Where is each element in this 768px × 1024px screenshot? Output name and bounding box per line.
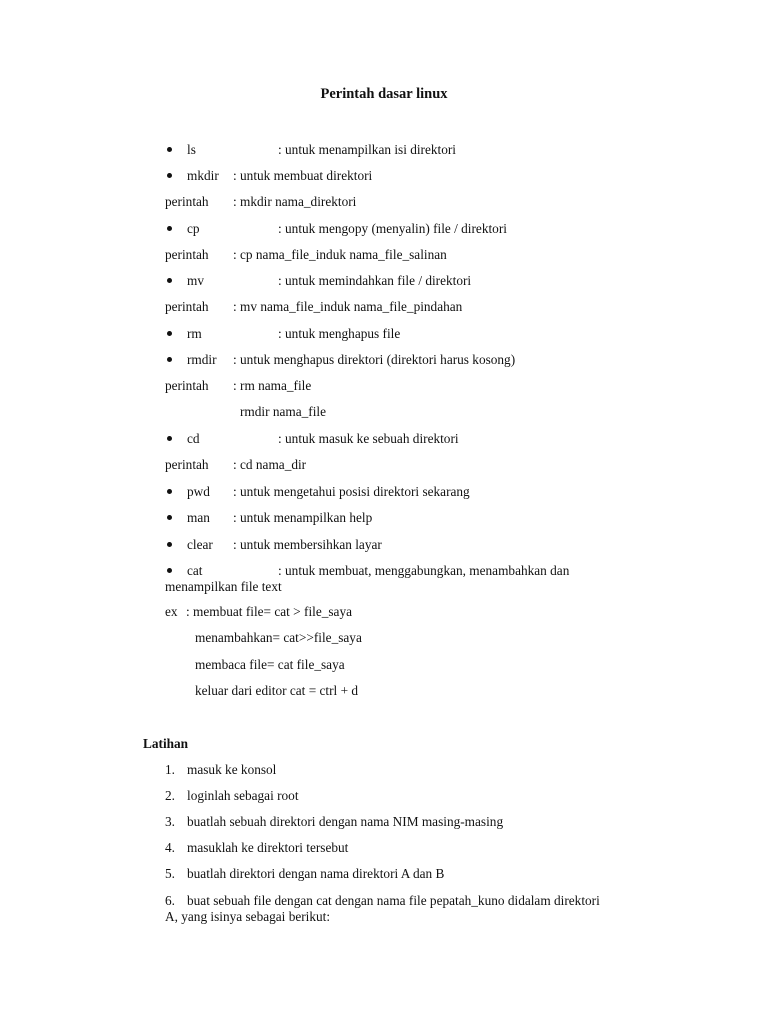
- bullet-icon: [167, 357, 172, 362]
- command-name: cp: [187, 221, 200, 236]
- list-number: 2.: [165, 788, 175, 803]
- command-name: mkdir: [187, 168, 219, 183]
- perintah-label: perintah: [165, 194, 209, 209]
- command-description-cont: menampilkan file text: [165, 579, 282, 594]
- command-name: pwd: [187, 484, 210, 499]
- example-line: : membuat file= cat > file_saya: [186, 604, 353, 619]
- bullet-icon: [167, 436, 172, 441]
- perintah-label: perintah: [165, 247, 209, 262]
- command-description: : untuk menampilkan help: [233, 510, 373, 525]
- list-item: masuklah ke direktori tersebut: [187, 840, 349, 855]
- command-description: : untuk memindahkan file / direktori: [278, 273, 472, 288]
- list-item: buatlah sebuah direktori dengan nama NIM masing-masing: [187, 814, 504, 829]
- perintah-label: perintah: [165, 457, 209, 472]
- command-description: : untuk mengetahui posisi direktori sekarang: [233, 484, 470, 499]
- bullet-icon: [167, 568, 172, 573]
- command-name: cat: [187, 563, 203, 578]
- command-name: man: [187, 510, 210, 525]
- list-number: 3.: [165, 814, 175, 829]
- bullet-icon: [167, 147, 172, 152]
- bullet-icon: [167, 278, 172, 283]
- bullet-icon: [167, 515, 172, 520]
- command-description: : untuk masuk ke sebuah direktori: [278, 431, 459, 446]
- list-item: buat sebuah file dengan cat dengan nama file pepatah_kuno didalam direktori: [187, 893, 600, 908]
- example-line: membaca file= cat file_saya: [195, 657, 345, 672]
- page-title: Perintah dasar linux: [320, 86, 448, 102]
- perintah-text: : rm nama_file: [233, 378, 312, 393]
- list-number: 6.: [165, 893, 175, 908]
- bullet-icon: [167, 331, 172, 336]
- command-name: clear: [187, 537, 213, 552]
- command-name: cd: [187, 431, 200, 446]
- list-item: loginlah sebagai root: [187, 788, 299, 803]
- list-item: masuk ke konsol: [187, 762, 277, 777]
- list-number: 5.: [165, 866, 175, 881]
- perintah-text: : mkdir nama_direktori: [233, 194, 357, 209]
- command-name: rmdir: [187, 352, 217, 367]
- example-label: ex: [165, 604, 178, 619]
- perintah-text: : cd nama_dir: [233, 457, 307, 472]
- latihan-heading: Latihan: [143, 736, 189, 751]
- command-name: ls: [187, 142, 196, 157]
- command-description: : untuk menghapus direktori (direktori harus kosong): [233, 352, 516, 367]
- bullet-icon: [167, 542, 172, 547]
- perintah-label: perintah: [165, 299, 209, 314]
- command-name: mv: [187, 273, 204, 288]
- perintah-text: : mv nama_file_induk nama_file_pindahan: [233, 299, 463, 314]
- list-item: buatlah direktori dengan nama direktori A dan B: [187, 866, 445, 881]
- command-description: : untuk membuat direktori: [233, 168, 373, 183]
- bullet-icon: [167, 173, 172, 178]
- perintah-text: : cp nama_file_induk nama_file_salinan: [233, 247, 447, 262]
- command-description: : untuk menampilkan isi direktori: [278, 142, 457, 157]
- command-description: : untuk mengopy (menyalin) file / direktori: [278, 221, 507, 236]
- bullet-icon: [167, 226, 172, 231]
- list-item-cont: A, yang isinya sebagai berikut:: [165, 909, 331, 924]
- perintah-label: perintah: [165, 378, 209, 393]
- list-number: 4.: [165, 840, 175, 855]
- bullet-icon: [167, 489, 172, 494]
- command-description: : untuk menghapus file: [278, 326, 401, 341]
- command-description: : untuk membuat, menggabungkan, menambahkan dan: [278, 563, 570, 578]
- list-number: 1.: [165, 762, 175, 777]
- command-description: : untuk membersihkan layar: [233, 537, 382, 552]
- example-line: menambahkan= cat>>file_saya: [195, 630, 362, 645]
- command-name: rm: [187, 326, 202, 341]
- perintah-text: rmdir nama_file: [240, 404, 327, 419]
- example-line: keluar dari editor cat = ctrl + d: [195, 683, 359, 698]
